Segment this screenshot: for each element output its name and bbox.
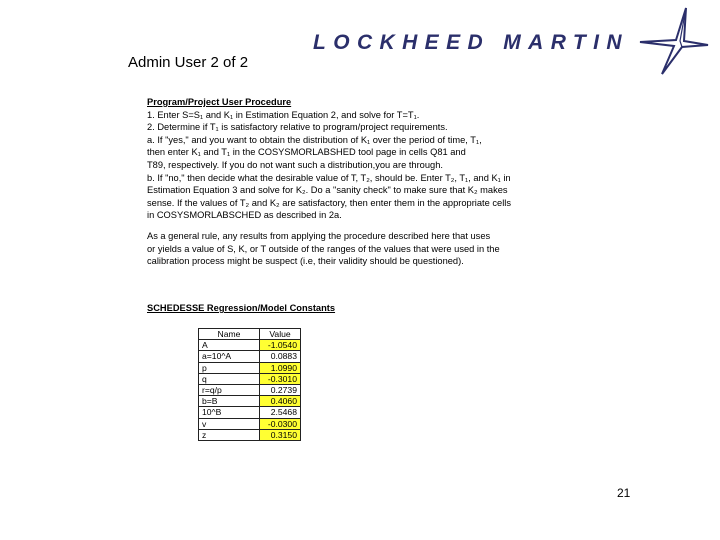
procedure-line: Estimation Equation 3 and solve for K₂. Do a "sanity check" to make sure that K₂ makes: [147, 185, 508, 196]
procedure-section: [147, 96, 547, 268]
procedure-line: sense. If the values of T₂ and K₂ are satisfactory, then enter them in the appropriate cells: [147, 197, 511, 208]
table-row: [199, 384, 301, 395]
procedure-line: b. If "no," then decide what the desirable value of T, T₂, should be. Enter T₂, T₁, and K₁ in: [147, 172, 511, 183]
lockheed-martin-star-icon: [630, 6, 710, 76]
constant-name-cell: r=q/p: [199, 384, 260, 395]
table-row: [199, 351, 301, 362]
table-row: [199, 429, 301, 440]
constants-table: [198, 328, 301, 441]
constant-value-cell: 2.5468: [260, 407, 301, 418]
table-row: [199, 407, 301, 418]
constant-name-cell: A: [199, 340, 260, 351]
procedure-heading: Program/Project User Procedure: [147, 97, 292, 107]
general-rule-line: calibration process might be suspect (i.e, their validity should be questioned).: [147, 256, 464, 267]
constant-value-cell: 1.0990: [260, 362, 301, 373]
procedure-line: 2. Determine if T₁ is satisfactory relative to program/project requirements.: [147, 122, 448, 133]
procedure-line: in COSYSMORLABSCHED as described in 2a.: [147, 210, 342, 221]
table-row: [199, 340, 301, 351]
table-row: [199, 418, 301, 429]
constant-name-cell: p: [199, 362, 260, 373]
slide-title: Admin User 2 of 2: [128, 54, 249, 71]
constants-heading: SCHEDESSE Regression/Model Constants: [147, 303, 336, 313]
general-rule-line: As a general rule, any results from applying the procedure described here that uses: [147, 230, 491, 241]
table-row: [199, 373, 301, 384]
constant-name-cell: a=10^A: [199, 351, 260, 362]
table-row: [199, 362, 301, 373]
constant-name-cell: 10^B: [199, 407, 260, 418]
constant-value-cell: 0.4060: [260, 396, 301, 407]
constant-value-cell: 0.2739: [260, 384, 301, 395]
column-header-name: Name: [199, 329, 260, 340]
procedure-steps: [147, 109, 547, 222]
constant-value-cell: -1.0540: [260, 340, 301, 351]
lockheed-martin-logo-text: LOCKHEED MARTIN: [313, 31, 629, 54]
procedure-line: 1. Enter S=S₁ and K₁ in Estimation Equation 2, and solve for T=T₁.: [147, 109, 420, 120]
constant-value-cell: -0.3010: [260, 373, 301, 384]
constant-name-cell: q: [199, 373, 260, 384]
constant-value-cell: 0.3150: [260, 429, 301, 440]
general-rule-line: or yields a value of S, K, or T outside of the ranges of the values that were used in the: [147, 243, 500, 254]
procedure-line: a. If "yes," and you want to obtain the distribution of K₁ over the period of time, T₁,: [147, 134, 482, 145]
constant-value-cell: -0.0300: [260, 418, 301, 429]
page-number: 21: [617, 486, 631, 500]
constant-value-cell: 0.0883: [260, 351, 301, 362]
constant-name-cell: b=B: [199, 396, 260, 407]
constant-name-cell: v: [199, 418, 260, 429]
column-header-value: Value: [260, 329, 301, 340]
general-rule-paragraph: [147, 230, 547, 268]
table-header-row: [199, 329, 301, 340]
procedure-line: then enter K₁ and T₁ in the COSYSMORLABSHED tool page in cells Q81 and: [147, 147, 466, 158]
procedure-line: T89, respectively. If you do not want such a distribution,you are through.: [147, 159, 443, 170]
constant-name-cell: z: [199, 429, 260, 440]
table-row: [199, 396, 301, 407]
